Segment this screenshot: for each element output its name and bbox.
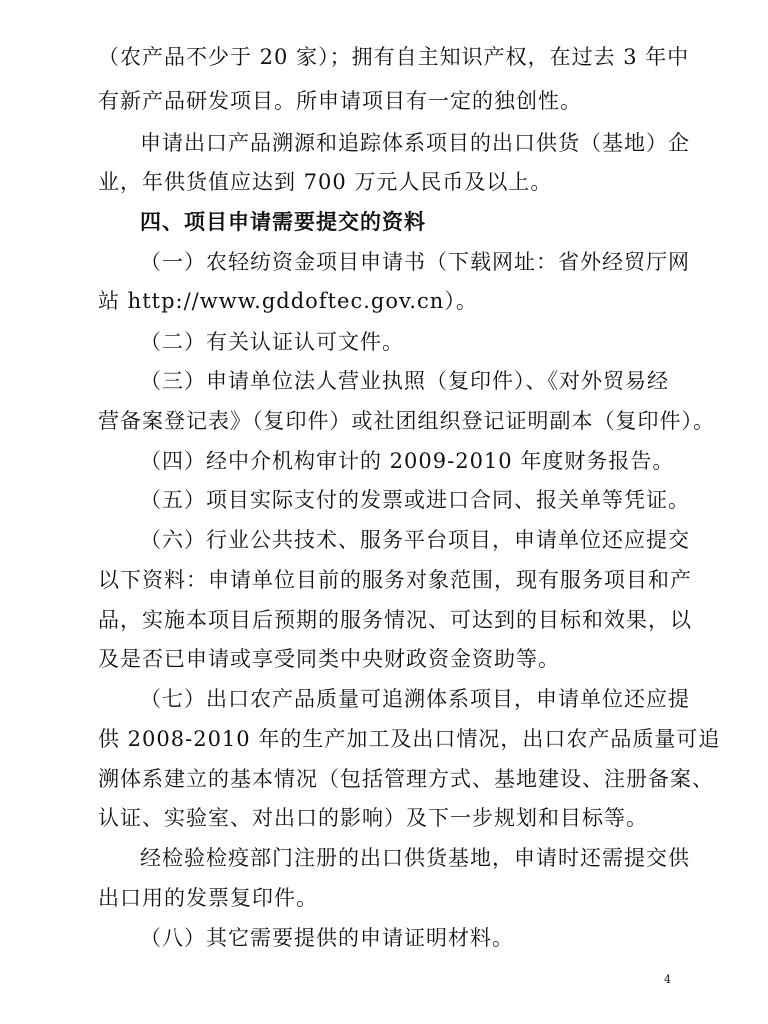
text-line: 业，年供货值应达到 700 万元人民币及以上。: [98, 170, 553, 194]
text-line: （二）有关认证认可文件。: [140, 330, 404, 354]
text-line: 供 2008-2010 年的生产加工及出口情况，出口农产品质量可追: [98, 727, 721, 751]
text-line: 认证、实验室、对出口的影响）及下一步规划和目标等。: [98, 806, 648, 830]
text-line: 溯体系建立的基本情况（包括管理方式、基地建设、注册备案、: [98, 767, 714, 791]
text-line: （三）申请单位法人营业执照（复印件）、《对外贸易经: [140, 369, 669, 393]
text-line: 申请出口产品溯源和追踪体系项目的出口供货（基地）企: [140, 131, 690, 155]
page-number: 4: [664, 973, 671, 986]
text-line: （八）其它需要提供的申请证明材料。: [140, 926, 514, 950]
text-line: （五）项目实际支付的发票或进口合同、报关单等凭证。: [140, 488, 690, 512]
text-line: 品，实施本项目后预期的服务情况、可达到的目标和效果，以: [98, 608, 692, 632]
text-line: （农产品不少于 20 家）；拥有自主知识产权，在过去 3 年中: [98, 45, 690, 69]
text-line: 经检验检疫部门注册的出口供货基地，申请时还需提交供: [140, 846, 690, 870]
text-line: （四）经中介机构审计的 2009-2010 年度财务报告。: [140, 449, 675, 473]
text-line: 出口用的发票复印件。: [98, 886, 318, 910]
text-line: 站 http://www.gddoftec.gov.cn）。: [98, 289, 478, 313]
text-line: 有新产品研发项目。所申请项目有一定的独创性。: [98, 89, 582, 113]
text-line: （六）行业公共技术、服务平台项目，申请单位还应提交: [140, 528, 690, 552]
text-line: 及是否已申请或享受同类中央财政资金资助等。: [98, 647, 560, 671]
section-heading: 四、项目申请需要提交的资料: [140, 210, 426, 234]
text-line: （一）农轻纺资金项目申请书（下载网址：省外经贸厅网: [140, 250, 690, 274]
text-line: 营备案登记表》（复印件）或社团组织登记证明副本（复印件）。: [98, 409, 715, 433]
text-line: 以下资料：申请单位目前的服务对象范围，现有服务项目和产: [98, 568, 692, 592]
text-line: （七）出口农产品质量可追溯体系项目，申请单位还应提: [140, 687, 690, 711]
